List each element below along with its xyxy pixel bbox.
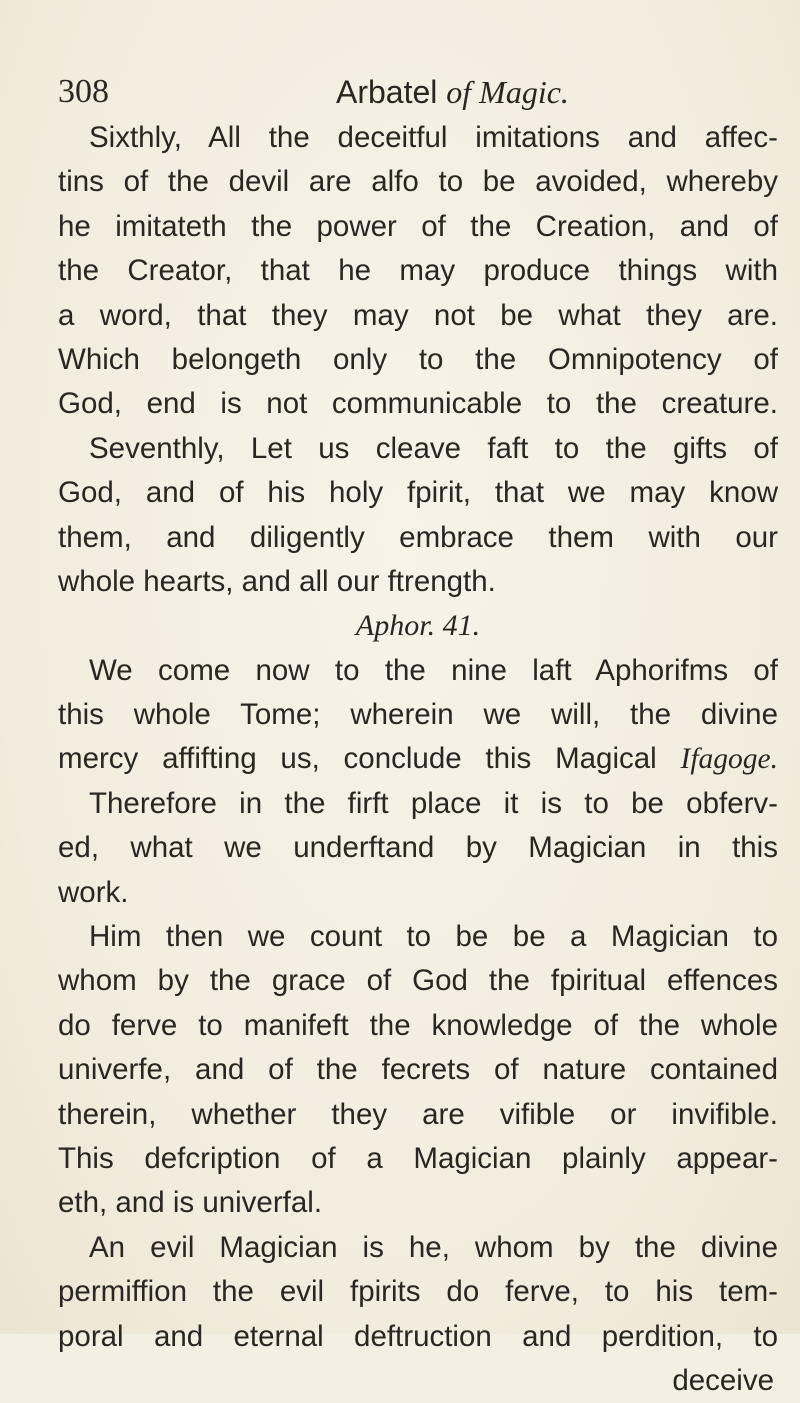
- running-title-main: Arbatel: [336, 74, 447, 110]
- text-line: We come now to the nine laft Aphorifms of: [89, 653, 778, 687]
- text-line: do ferve to manifeft the knowledge of the whole: [58, 1008, 778, 1042]
- text-line: God, end is not communicable to the creature.: [58, 387, 778, 421]
- page-header: [58, 70, 758, 114]
- text-line: An evil Magician is he, whom by the divine: [89, 1230, 778, 1264]
- italic-word: Ifagoge.: [680, 743, 778, 776]
- text-line: Which belongeth only to the Omnipotency of: [58, 342, 778, 376]
- text-line: God, and of his holy fpirit, that we may know: [58, 476, 778, 510]
- body-text: [58, 116, 778, 1403]
- aphorism-heading: Aphor. 41.: [355, 609, 481, 643]
- running-title-italic: of Magic.: [446, 74, 569, 110]
- text-line: ed, what we underftand by Magician in this: [58, 831, 778, 865]
- text-line: poral and eternal deftruction and perdition, to: [58, 1319, 778, 1353]
- text-line: permiffion the evil fpirits do ferve, to his tem-: [58, 1275, 778, 1309]
- text-line: therein, whether they are vifible or invifible.: [58, 1097, 778, 1131]
- text-line: them, and diligently embrace them with our: [58, 520, 778, 554]
- text-line: whole hearts, and all our ftrength.: [58, 564, 496, 598]
- page-number: 308: [58, 73, 109, 110]
- text-line: tins of the devil are alfo to be avoided, whereby: [58, 165, 778, 199]
- text-line: Him then we count to be be a Magician to: [89, 920, 778, 954]
- text-line: Seventhly, Let us cleave faft to the gifts of: [89, 431, 778, 465]
- text-line: this whole Tome; wherein we will, the divine: [58, 698, 778, 732]
- text-line: This defcription of a Magician plainly appear-: [58, 1141, 778, 1175]
- text-line: work.: [58, 875, 129, 909]
- text-segment: mercy affifting us, conclude this Magical: [58, 742, 681, 776]
- catchword: deceive: [672, 1363, 774, 1397]
- text-line: univerfe, and of the fecrets of nature contained: [58, 1053, 778, 1087]
- text-line: [58, 737, 778, 781]
- running-title: [336, 70, 569, 114]
- text-line: Therefore in the firft place it is to be obferv-: [89, 786, 778, 820]
- text-line: the Creator, that he may produce things with: [58, 254, 778, 288]
- text-line: a word, that they may not be what they are.: [58, 298, 778, 332]
- text-line: he imitateth the power of the Creation, and of: [58, 209, 778, 243]
- text-line: Sixthly, All the deceitful imitations and affec-: [89, 121, 778, 154]
- text-line: whom by the grace of God the fpiritual effences: [58, 964, 778, 998]
- text-line: eth, and is univerfal.: [58, 1186, 323, 1220]
